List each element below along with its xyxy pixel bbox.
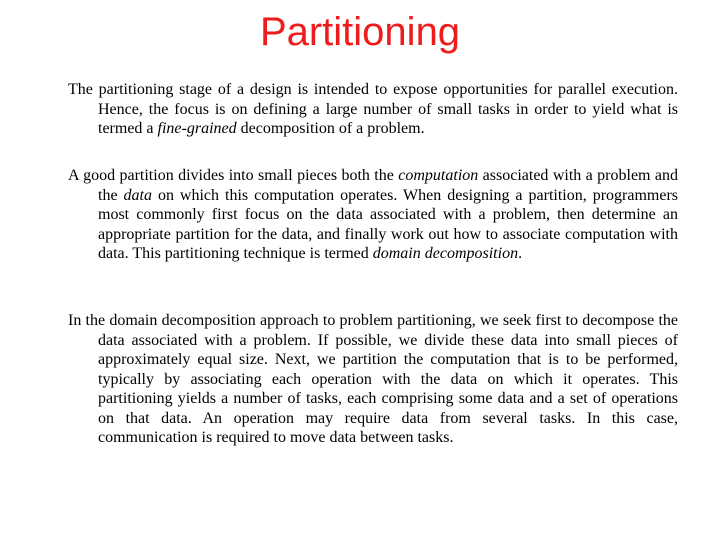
paragraph-2-text-a: A good partition divides into small pieces both the (68, 167, 399, 184)
paragraph-1-text-a: The partitioning stage of a design is intended to expose opportunities for parallel execution. Hence, the focus is on defining a large number of small tasks in order to yield what is termed a (68, 81, 678, 137)
paragraph-2-italic-computation: computation (398, 167, 479, 184)
paragraph-2-italic-data: data (123, 186, 152, 204)
paragraph-2-text-c: on which this computation operates. When designing a partition, programmers most commonly first focus on the data associated with a problem, then determine an appropriate partition for the data, and finally work out how to associate computation with data. This partitioning technique is termed (98, 186, 679, 262)
paragraph-2-text-d: . (518, 245, 523, 262)
paragraph-1 (68, 80, 678, 139)
paragraph-1-text-b: decomposition of a problem. (236, 120, 425, 137)
paragraph-3-text: In the domain decomposition approach to problem partitioning, we seek first to decompose the data associated with a problem. If possible, we divide these data into small pieces of approximately equal size. Next, we partition the computation that is to be performed, typically by associating each operation with the data on which it operates. This partitioning yields a number of tasks, each comprising some data and a set of operations on that data. An operation may require data from several tasks. In this case, communication is required to move data between tasks. (68, 312, 678, 446)
paragraph-1-italic-fine-grained: fine-grained (157, 120, 237, 137)
paragraph-2 (68, 166, 678, 264)
slide-title: Partitioning (259, 10, 461, 54)
paragraph-2-text-b: associated with a problem and the (98, 167, 679, 204)
paragraph-3 (68, 311, 678, 448)
paragraph-2-italic-domain-decomposition: domain decomposition (372, 245, 519, 262)
